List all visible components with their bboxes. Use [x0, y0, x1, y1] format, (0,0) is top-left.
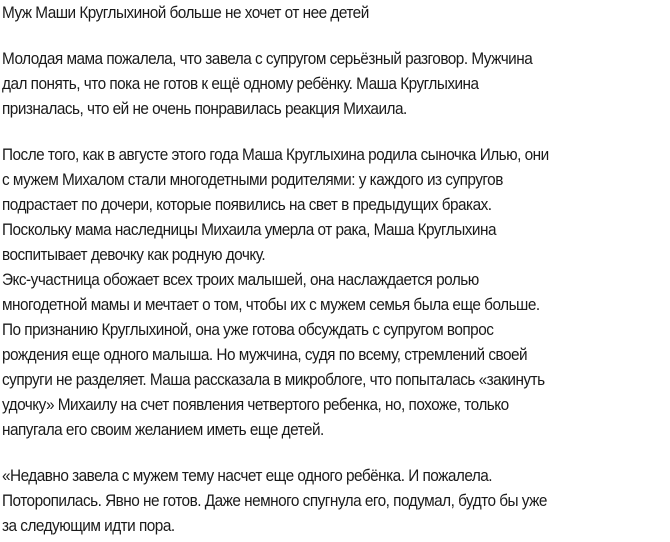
paragraph-line: подрастает по дочери, которые появились на свет в предыдущих браках.: [2, 196, 492, 214]
paragraph-4-quote: [2, 464, 670, 539]
paragraph-line: После того, как в августе этого года Маша Круглыхина родила сыночка Илью, они: [2, 146, 549, 164]
paragraph-line: с мужем Михалом стали многодетными родителями: у каждого из супругов: [2, 171, 503, 189]
paragraph-1: [2, 47, 670, 122]
paragraph-line: супруги не разделяет. Маша рассказала в микроблоге, что попыталась «закинуть: [2, 371, 545, 389]
paragraph-line: напугала его своим желанием иметь еще детей.: [2, 421, 324, 439]
paragraph-line: По признанию Круглыхиной, она уже готова обсуждать с супругом вопрос: [2, 321, 494, 339]
paragraph-line: удочку» Михаилу на счет появления четвертого ребенка, но, похоже, только: [2, 396, 509, 414]
paragraph-line: дал понять, что пока не готов к ещё одному ребёнку. Маша Круглыхина: [2, 75, 479, 93]
paragraph-line: воспитывает девочку как родную дочку.: [2, 246, 266, 264]
paragraph-line: рождения еще одного малыша. Но мужчина, судя по всему, стремлений своей: [2, 346, 528, 364]
paragraph-line: Поскольку мама наследницы Михаила умерла от рака, Маша Круглыхина: [2, 221, 496, 239]
paragraph-line: многодетной мамы и мечтает о том, чтобы их с мужем семья была еще больше.: [2, 296, 540, 314]
paragraph-line: Поторопилась. Явно не готов. Даже немного спугнула его, подумал, будто бы уже: [2, 492, 547, 510]
article: [0, 2, 670, 539]
paragraph-2: [2, 143, 670, 268]
paragraph-line: Экс-участница обожает всех троих малышей, она наслаждается ролью: [2, 271, 479, 289]
paragraph-line: Молодая мама пожалела, что завела с супругом серьёзный разговор. Мужчина: [2, 50, 533, 68]
article-title: Муж Маши Круглыхиной больше не хочет от нее детей: [2, 4, 369, 22]
paragraph-line: за следующим идти пора.: [2, 517, 175, 535]
paragraph-line: призналась, что ей не очень понравилась реакция Михаила.: [2, 100, 407, 118]
paragraph-line: «Недавно завела с мужем тему насчет еще одного ребёнка. И пожалела.: [2, 467, 493, 485]
paragraph-3: [2, 268, 670, 443]
